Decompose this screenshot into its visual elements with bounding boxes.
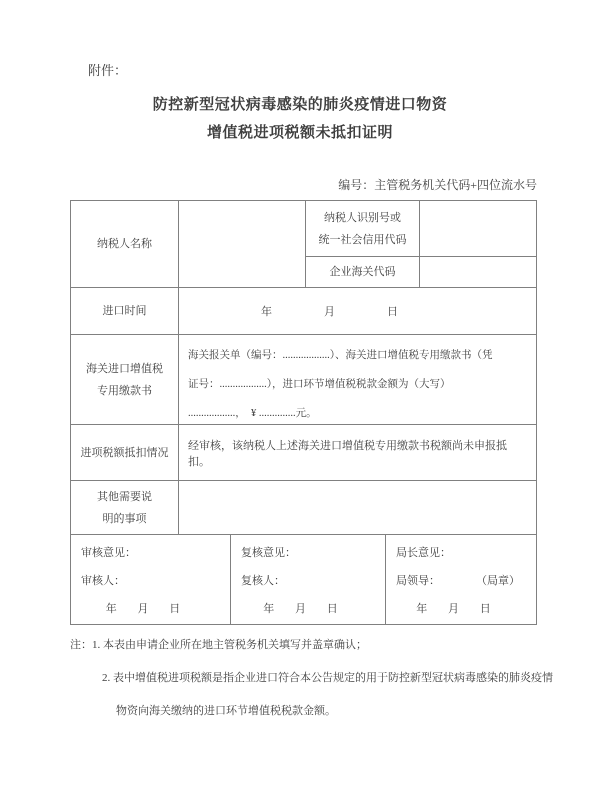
attachment-label: 附件： bbox=[88, 63, 128, 78]
taxpayer-id-value-cell bbox=[419, 201, 536, 257]
review-opinion-cell bbox=[71, 535, 230, 624]
month-label: 月 bbox=[324, 306, 335, 318]
director-opinion-label: 局长意见： bbox=[396, 547, 451, 559]
form-title-line1: 防控新型冠状病毒感染的肺炎疫情进口物资 bbox=[152, 97, 448, 113]
review-date-label: 年 月 日 bbox=[105, 603, 190, 615]
form-table-main-grid bbox=[71, 201, 536, 534]
payment-certificate-text: 海关报关单（编号：..................）、海关进口增值税专用缴款书（凭 证号：..................），进口环节增值税税款金额为（大写） ..................， ¥ ..............元。 bbox=[178, 334, 536, 424]
deduction-status-text: 经审核，该纳税人上述海关进口增值税专用缴款书税额尚未申报抵扣。 bbox=[178, 424, 536, 480]
serial-number-label: 编号：主管税务机关代码+四位流水号 bbox=[338, 178, 537, 192]
year-label: 年 bbox=[261, 306, 272, 318]
rechecker-label: 复核人： bbox=[241, 575, 285, 587]
approval-section bbox=[71, 534, 536, 624]
day-label: 日 bbox=[387, 306, 398, 318]
import-time-label: 进口时间 bbox=[71, 287, 178, 334]
note-line-2: 2. 表中增值税进项税额是指企业进口符合本公告规定的用于防控新型冠状病毒感染的肺炎疫情 bbox=[102, 672, 553, 684]
taxpayer-name-label: 纳税人名称 bbox=[97, 238, 152, 250]
deduction-status-label: 进项税额抵扣情况 bbox=[71, 424, 178, 480]
review-opinion-label: 审核意见： bbox=[81, 547, 136, 559]
import-time-value-cell bbox=[178, 287, 536, 334]
form-table bbox=[70, 200, 537, 625]
note-line-1: 注：1. 本表由申请企业所在地主管税务机关填写并盖章确认； bbox=[70, 639, 367, 651]
note-line-3: 物资向海关缴纳的进口环节增值税税款金额。 bbox=[116, 705, 336, 717]
footnotes bbox=[70, 629, 553, 728]
payment-certificate-label: 海关进口增值税 专用缴款书 bbox=[71, 334, 178, 424]
reviewer-label: 审核人： bbox=[81, 575, 125, 587]
taxpayer-id-label: 纳税人识别号或 统一社会信用代码 bbox=[305, 201, 419, 257]
taxpayer-name-value-cell bbox=[178, 201, 305, 287]
recheck-opinion-label: 复核意见： bbox=[241, 547, 296, 559]
recheck-opinion-cell bbox=[230, 535, 385, 624]
other-items-label: 其他需要说 明的事项 bbox=[71, 480, 178, 534]
director-opinion-cell bbox=[385, 535, 536, 624]
other-items-value-cell bbox=[178, 480, 536, 534]
director-date-label: 年 月 日 bbox=[416, 603, 500, 615]
form-title-line2: 增值税进项税额未抵扣证明 bbox=[206, 125, 393, 141]
bureau-seal-label: （局章） bbox=[476, 575, 520, 587]
customs-code-value-cell bbox=[419, 257, 536, 287]
customs-code-label: 企业海关代码 bbox=[305, 257, 419, 287]
director-leader-label: 局领导： bbox=[396, 575, 440, 587]
recheck-date-label: 年 月 日 bbox=[263, 603, 347, 615]
